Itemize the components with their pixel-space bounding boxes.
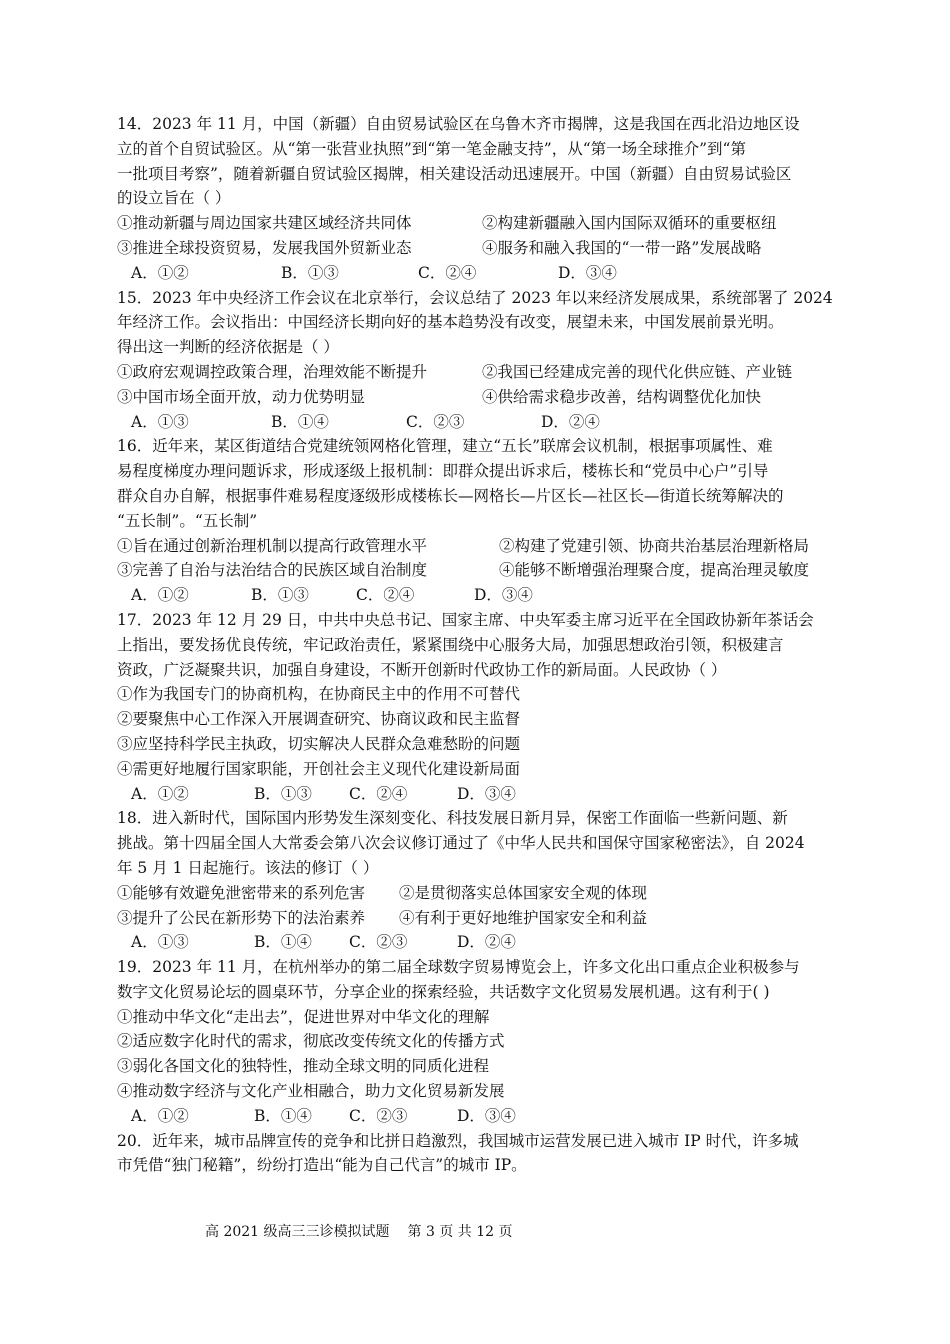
choice-a: A．①③ xyxy=(131,412,189,431)
question-stem-line: 17．2023 年 12 月 29 日，中共中央总书记、国家主席、中央军委主席习近平在全国政协新年茶话会 xyxy=(117,610,814,629)
question-stem-line: 年 5 月 1 日起施行。该法的修订（ ） xyxy=(117,858,379,877)
question-stem-line: 上指出，要发扬优良传统，牢记政治责任，紧紧围绕中心服务大局，加强思想政治引领，积极建言 xyxy=(117,635,784,654)
choice-b: B．①③ xyxy=(251,586,309,605)
statement: ①政府宏观调控政策合理，治理效能不断提升 xyxy=(117,362,428,381)
question-16 xyxy=(117,434,842,608)
exam-title: 高 2021 级高三三诊模拟试题 xyxy=(205,1224,390,1240)
statement-row xyxy=(117,906,842,931)
choice-c: C．②④ xyxy=(418,263,477,282)
statement: ②是贯彻落实总体国家安全观的体现 xyxy=(399,883,648,902)
statement: ③应坚持科学民主执政，切实解决人民群众急难愁盼的问题 xyxy=(117,734,521,753)
choice-d: D．③④ xyxy=(474,586,533,605)
choice-d: D．③④ xyxy=(558,263,617,282)
statement: ④供给需求稳步改善，结构调整优化加快 xyxy=(482,387,762,406)
question-18 xyxy=(117,806,842,955)
statement: ①推动新疆与周边国家共建区域经济共同体 xyxy=(117,214,412,233)
choice-a: A．①② xyxy=(131,784,189,803)
statement: ①作为我国专门的协商机构，在协商民主中的作用不可替代 xyxy=(117,685,521,704)
statement: ④有利于更好地维护国家安全和利益 xyxy=(399,908,648,927)
choice-d: D．②④ xyxy=(457,933,516,952)
statement: ④需更好地履行国家职能，开创社会主义现代化建设新局面 xyxy=(117,759,521,778)
statement: ③中国市场全面开放，动力优势明显 xyxy=(117,387,366,406)
statement-row xyxy=(117,385,842,410)
question-stem-line: 14．2023 年 11 月，中国（新疆）自由贸易试验区在乌鲁木齐市揭牌，这是我国在西北沿边地区设 xyxy=(117,115,800,133)
answer-choices xyxy=(117,1104,842,1129)
choice-d: D．②④ xyxy=(541,412,600,431)
answer-choices xyxy=(117,782,842,807)
statement: ①推动中华文化“走出去”，促进世界对中华文化的理解 xyxy=(117,1007,490,1026)
statement-row xyxy=(117,881,842,906)
question-20 xyxy=(117,1129,842,1179)
statement-row xyxy=(117,211,842,236)
choice-c: C．②④ xyxy=(349,784,408,803)
statement-row xyxy=(117,236,842,261)
question-19 xyxy=(117,955,842,1129)
statement: ②要聚焦中心工作深入开展调查研究、协商议政和民主监督 xyxy=(117,710,521,729)
question-stem-line: 得出这一判断的经济依据是（ ） xyxy=(117,338,339,357)
statement: ②适应数字化时代的需求，彻底改变传统文化的传播方式 xyxy=(117,1032,505,1051)
statement: ②构建新疆融入国内国际双循环的重要枢纽 xyxy=(482,214,777,233)
choice-b: B．①③ xyxy=(281,263,339,282)
question-stem-line: 18．进入新时代，国际国内形势发生深刻变化、科技发展日新月异，保密工作面临一些新问题、新 xyxy=(117,809,788,828)
question-stem-line: 市凭借“独门秘籍”，纷纷打造出“能为自己代言”的城市 IP。 xyxy=(117,1156,527,1175)
choice-a: A．①② xyxy=(131,263,189,282)
statement-row xyxy=(117,534,842,559)
answer-choices xyxy=(117,261,842,286)
answer-choices xyxy=(117,583,842,608)
statement-row xyxy=(117,360,842,385)
statement: ③推进全球投资贸易，发展我国外贸新业态 xyxy=(117,238,412,257)
choice-c: C．②③ xyxy=(349,1106,408,1125)
choice-b: B．①④ xyxy=(254,933,312,952)
question-stem-line: “五长制”。“五长制” xyxy=(117,511,258,530)
statement-row xyxy=(117,558,842,583)
question-stem-line: 20．近年来，城市品牌宣传的竞争和比拼日趋激烈，我国城市运营发展已进入城市 IP 时代，许多城 xyxy=(117,1131,799,1150)
question-stem-line: 16．近年来，某区街道结合党建统领网格化管理，建立“五长”联席会议机制，根据事项属性、难 xyxy=(117,437,773,456)
page-number: 第 3 页 共 12 页 xyxy=(407,1224,513,1240)
choice-a: A．①③ xyxy=(131,933,189,952)
statement: ②构建了党建引领、协商共治基层治理新格局 xyxy=(499,536,810,555)
statement: ①能够有效避免泄密带来的系列危害 xyxy=(117,883,366,902)
question-stem-line: 资政，广泛凝聚共识，加强自身建设，不断开创新时代政协工作的新局面。人民政协（ ） xyxy=(117,660,727,679)
question-stem-line: 数字文化贸易论坛的圆桌环节，分享企业的探索经验，共话数字文化贸易发展机遇。这有利于( ) xyxy=(117,982,770,1001)
statement: ②我国已经建成完善的现代化供应链、产业链 xyxy=(482,362,793,381)
answer-choices xyxy=(117,930,842,955)
question-stem-line: 易程度梯度办理问题诉求，形成逐级上报机制：即群众提出诉求后，楼栋长和“党员中心户”引导 xyxy=(117,462,769,481)
question-stem-line: 群众自办自解，根据事件难易程度逐级形成楼栋长—网格长—片区长—社区长—街道长统筹解决的 xyxy=(117,486,784,505)
exam-page xyxy=(117,112,842,1178)
question-15 xyxy=(117,286,842,435)
statement: ④推动数字经济与文化产业相融合，助力文化贸易新发展 xyxy=(117,1082,505,1101)
statement: ④能够不断增强治理聚合度，提高治理灵敏度 xyxy=(499,561,810,580)
statement: ④服务和融入我国的“一带一路”发展战略 xyxy=(482,238,762,257)
question-14 xyxy=(117,112,842,286)
choice-a: A．①② xyxy=(131,586,189,605)
question-stem-line: 一批项目考察”，随着新疆自贸试验区揭牌，相关建设活动迅速展开。中国（新疆）自由贸易试验区 xyxy=(117,164,792,183)
statement: ①旨在通过创新治理机制以提高行政管理水平 xyxy=(117,536,428,555)
choice-a: A．①② xyxy=(131,1106,189,1125)
answer-choices xyxy=(117,410,842,435)
choice-b: B．①④ xyxy=(254,1106,312,1125)
question-stem-line: 19．2023 年 11 月，在杭州举办的第二届全球数字贸易博览会上，许多文化出口重点企业积极参与 xyxy=(117,958,800,977)
choice-d: D．③④ xyxy=(457,1106,516,1125)
choice-d: D．③④ xyxy=(457,784,516,803)
statement: ③提升了公民在新形势下的法治素养 xyxy=(117,908,366,927)
statement: ③完善了自治与法治结合的民族区域自治制度 xyxy=(117,561,428,580)
question-stem-line: 的设立旨在（ ） xyxy=(117,189,231,208)
question-stem-line: 挑战。第十四届全国人大常委会第八次会议修订通过了《中华人民共和国保守国家秘密法》，自 2024 xyxy=(117,834,805,853)
choice-b: B．①③ xyxy=(254,784,312,803)
statement: ③弱化各国文化的独特性，推动全球文明的同质化进程 xyxy=(117,1057,490,1076)
choice-b: B．①④ xyxy=(271,412,329,431)
question-17 xyxy=(117,608,842,806)
question-stem-line: 年经济工作。会议指出：中国经济长期向好的基本趋势没有改变，展望未来，中国发展前景光明。 xyxy=(117,313,784,332)
question-stem-line: 15．2023 年中央经济工作会议在北京举行，会议总结了 2023 年以来经济发展成果，系统部署了 2024 xyxy=(117,288,833,307)
choice-c: C．②③ xyxy=(406,412,465,431)
choice-c: C．②③ xyxy=(349,933,408,952)
question-stem-line: 立的首个自贸试验区。从“第一张营业执照”到“第一笔金融支持”，从“第一场全球推介”到“第 xyxy=(117,139,746,158)
choice-c: C．②④ xyxy=(356,586,415,605)
